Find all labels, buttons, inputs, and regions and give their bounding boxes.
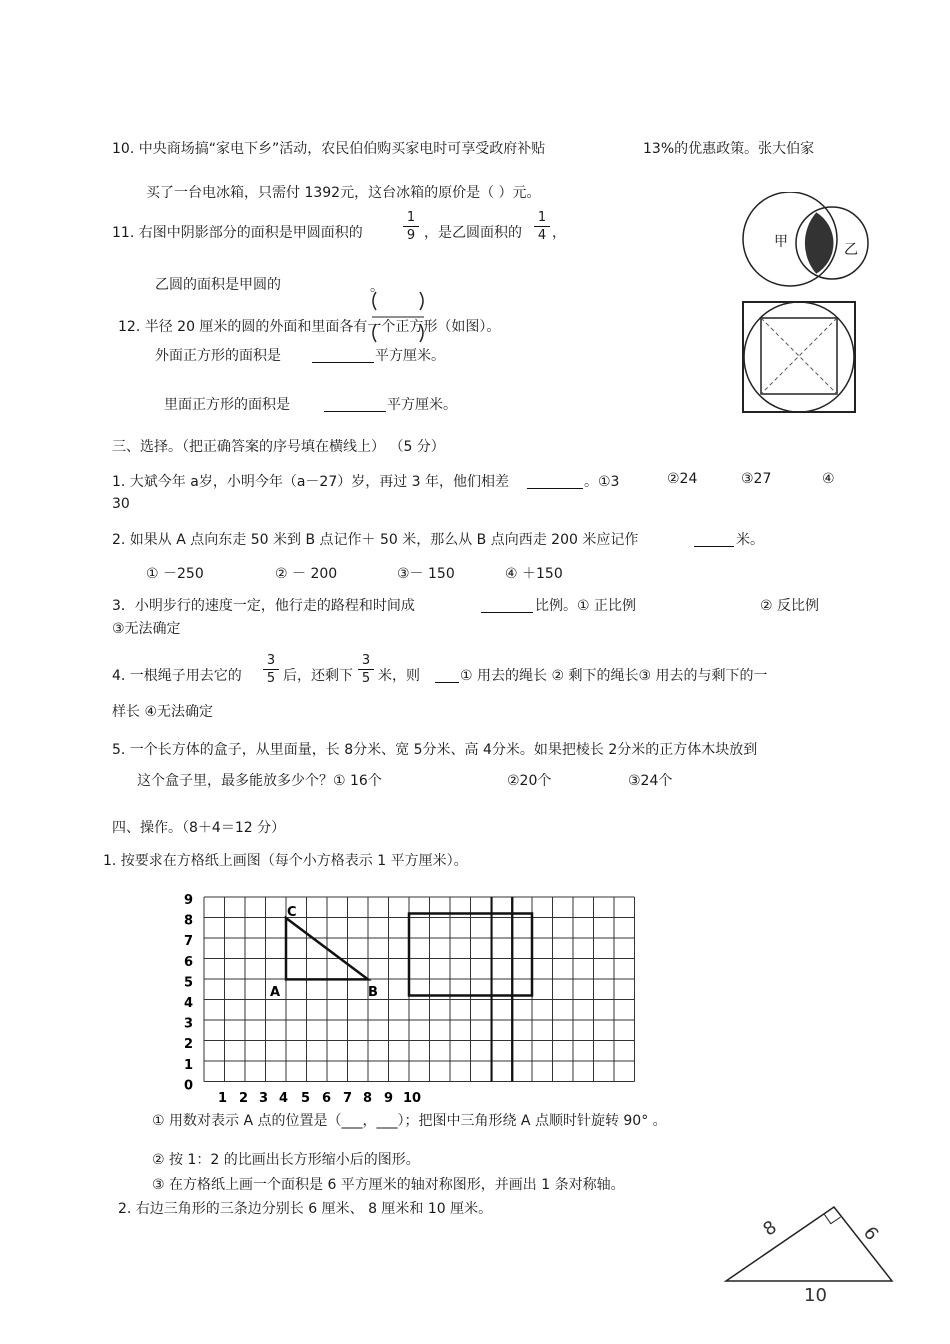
choice3-text: 3．小明步行的速度一定，他行走的路程和时间成 xyxy=(112,598,415,614)
choice3-answer-blank[interactable] xyxy=(481,598,533,613)
x-axis-label: 5 xyxy=(301,1091,311,1106)
y-axis-label: 0 xyxy=(184,1078,194,1094)
fraction-numerator: 3 xyxy=(263,652,279,670)
choice4-text-b: 后，还剩下 xyxy=(283,668,353,684)
q12-line3b: 平方厘米。 xyxy=(387,397,457,413)
y-axis-label: 6 xyxy=(184,954,194,970)
x-axis-label: 7 xyxy=(343,1091,353,1106)
point-a-label: A xyxy=(270,985,281,1000)
q11-part1: 11. 右图中阴影部分的面积是甲圆面积的 xyxy=(112,225,363,241)
choice2-unit: 米。 xyxy=(736,532,764,548)
y-axis-label: 9 xyxy=(184,893,194,908)
point-c-label: C xyxy=(287,905,297,920)
x-axis-labels xyxy=(218,1091,421,1106)
x-axis-label: 2 xyxy=(239,1091,249,1106)
choice4-options-cont: 样长 ④无法确定 xyxy=(112,704,214,720)
right-angle-mark xyxy=(824,1214,841,1224)
operation1-task1: ① 用数对表示 A 点的位置是（___，___）；把图中三角形绕 A 点顺时针旋转 90° 。 xyxy=(152,1113,667,1129)
x-axis-label: 6 xyxy=(322,1091,332,1106)
y-axis-label: 4 xyxy=(184,996,194,1011)
fraction-numerator: 3 xyxy=(358,652,374,670)
fraction-denominator: 5 xyxy=(361,671,371,686)
choice2-text: 2. 如果从 A 点向东走 50 米到 B 点记作＋ 50 米，那么从 B 点向西走 200 米应记作 xyxy=(112,532,639,548)
q11-part2: ，是乙圆面积的 xyxy=(424,225,522,241)
choice1-option4: ④ xyxy=(822,471,835,487)
choice2-option1: ① －250 xyxy=(146,566,204,582)
overlapping-circles-figure xyxy=(738,192,878,288)
fraction-numerator: 1 xyxy=(403,209,419,227)
y-axis-label: 8 xyxy=(184,913,194,929)
choice2-answer-blank[interactable] xyxy=(694,532,734,547)
y-axis-label: 5 xyxy=(184,975,194,991)
choice1-option3: ③27 xyxy=(741,471,772,487)
square-grid-paper xyxy=(176,890,646,1106)
point-b-label: B xyxy=(368,985,378,1000)
side-6-label: 6 xyxy=(858,1222,883,1245)
choice3-option1: 比例。① 正比例 xyxy=(535,598,637,614)
q12-line1: 12. 半径 20 厘米的圆的外面和里面各有一个正方形（如图）。 xyxy=(118,319,501,335)
operation1-task2: ② 按 1：2 的比画出长方形缩小后的图形。 xyxy=(152,1152,420,1168)
q11-part3: ， xyxy=(552,225,566,241)
operation2-instruction: 2. 右边三角形的三条边分别长 6 厘米、 8 厘米和 10 厘米。 xyxy=(118,1201,493,1217)
squares-and-circle-figure xyxy=(740,300,858,416)
q10-line1a: 10. 中央商场搞“家电下乡”活动，农民伯伯购买家电时可享受政府补贴 xyxy=(112,141,546,157)
y-axis-label: 2 xyxy=(184,1037,194,1053)
q10-line2: 买了一台电冰箱，只需付 1392元，这台冰箱的原价是（ ）元。 xyxy=(146,185,541,201)
x-axis-label: 4 xyxy=(279,1091,289,1106)
choice2-option2: ② － 200 xyxy=(275,566,338,582)
q11-fraction-2 xyxy=(534,209,550,244)
x-axis-label: 1 xyxy=(218,1091,228,1106)
x-axis-label: 3 xyxy=(259,1091,269,1106)
section3-heading: 三、选择。（把正确答案的序号填在横线上） （5 分） xyxy=(112,439,445,455)
choice1-option1: 。①3 xyxy=(584,474,620,490)
side-10-label: 10 xyxy=(804,1285,827,1306)
inner-square-area-blank[interactable] xyxy=(324,397,386,412)
choice4-fraction-1 xyxy=(263,652,279,687)
choice1-option2: ②24 xyxy=(667,471,698,487)
fraction-denominator: 5 xyxy=(266,671,276,686)
y-axis-label: 1 xyxy=(184,1057,194,1073)
grid-lines xyxy=(204,897,635,1082)
choice2-option4: ④ ＋150 xyxy=(505,566,563,582)
fraction-denominator: 4 xyxy=(537,228,547,243)
choice4-answer-blank[interactable] xyxy=(435,668,459,683)
choice1-text: 1. 大斌今年 a岁，小明今年（a－27）岁，再过 3 年，他们相差 xyxy=(112,474,510,490)
choice3-option2: ② 反比例 xyxy=(760,598,820,614)
circle-jia-label: 甲 xyxy=(774,234,788,250)
fraction-denominator: 9 xyxy=(406,228,416,243)
right-triangle xyxy=(726,1207,892,1281)
y-axis-labels xyxy=(184,893,193,1093)
choice1-option4-value: 30 xyxy=(112,496,130,512)
choice1-answer-blank[interactable] xyxy=(527,474,583,489)
q11-line2: 乙圆的面积是甲圆的 xyxy=(155,277,281,293)
operation1-task3: ③ 在方格纸上画一个面积是 6 平方厘米的轴对称图形，并画出 1 条对称轴。 xyxy=(152,1177,625,1193)
choice5-option3: ③24个 xyxy=(628,773,673,789)
x-axis-label: 10 xyxy=(403,1091,422,1106)
choice4-options: ① 用去的绳长 ② 剩下的绳长③ 用去的与剩下的一 xyxy=(460,668,768,684)
side-8-label: 8 xyxy=(759,1216,781,1241)
choice4-text-c: 米，则 xyxy=(378,668,420,684)
outer-square-area-blank[interactable] xyxy=(312,348,374,363)
choice3-option3: ③无法确定 xyxy=(112,621,181,637)
x-axis-label: 8 xyxy=(363,1091,373,1106)
fraction-numerator: 1 xyxy=(534,209,550,227)
q12-line2b: 平方厘米。 xyxy=(375,348,445,364)
choice4-fraction-2 xyxy=(358,652,374,687)
choice4-text-a: 4. 一根绳子用去它的 xyxy=(112,668,242,684)
section4-heading: 四、操作。（8＋4＝12 分） xyxy=(112,820,286,836)
q10-line1b: 13%的优惠政策。张大伯家 xyxy=(643,141,815,157)
choice5-option2: ②20个 xyxy=(507,773,552,789)
q12-line2a: 外面正方形的面积是 xyxy=(155,348,281,364)
operation1-instruction: 1. 按要求在方格纸上画图（每个小方格表示 1 平方厘米）。 xyxy=(103,853,468,869)
q11-fraction-1 xyxy=(403,209,419,244)
choice5-text: 5. 一个长方体的盒子，从里面量，长 8分米、宽 5分米、高 4分米。如果把棱长 2分米的正方体木块放到 xyxy=(112,742,758,758)
q12-line3a: 里面正方形的面积是 xyxy=(164,397,290,413)
right-triangle-figure xyxy=(720,1196,900,1308)
choice5-question: 这个盒子里，最多能放多少个？① 16个 xyxy=(137,773,382,789)
q11-line2-end: 。 xyxy=(370,279,384,295)
y-axis-label: 7 xyxy=(184,934,194,950)
circle-yi-label: 乙 xyxy=(844,242,858,258)
x-axis-label: 9 xyxy=(384,1091,394,1106)
choice2-option3: ③－ 150 xyxy=(397,566,455,582)
y-axis-label: 3 xyxy=(184,1016,194,1032)
